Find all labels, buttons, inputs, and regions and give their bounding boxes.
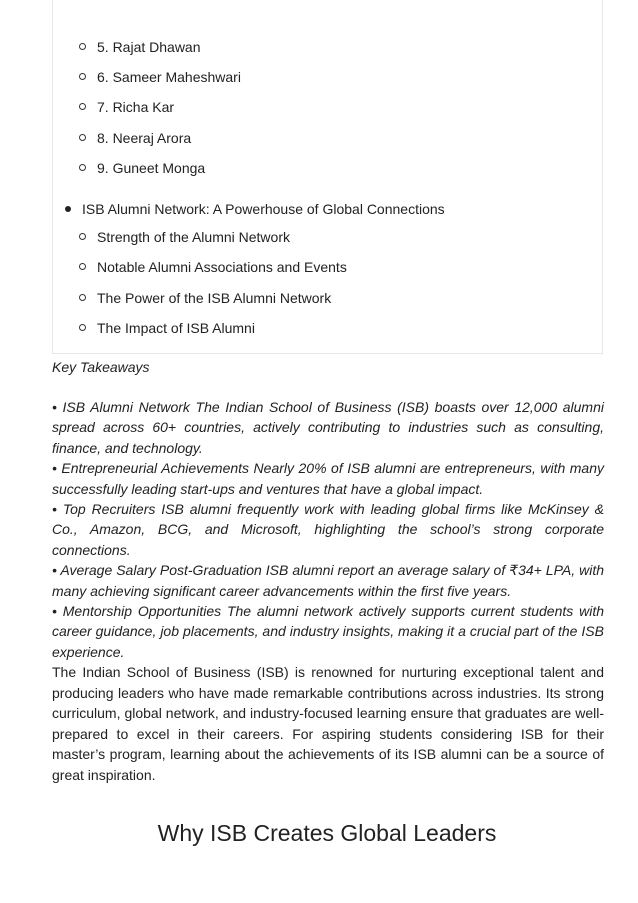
toc-link-impact-alumni[interactable]	[97, 319, 255, 337]
toc-link-label: ISB Alumni Network: A Powerhouse of Global Connections	[82, 201, 445, 217]
hollow-bullet-icon	[79, 164, 86, 171]
toc-link-label: The Impact of ISB Alumni	[97, 320, 255, 336]
toc-link-strength[interactable]	[97, 228, 290, 246]
filled-bullet-icon	[65, 206, 71, 212]
toc-link-label: 8. Neeraj Arora	[97, 130, 192, 146]
hollow-bullet-icon	[79, 324, 86, 331]
toc-link-sameer-maheshwari[interactable]	[97, 68, 241, 86]
toc-link-associations-events[interactable]	[97, 258, 347, 276]
key-takeaways-list	[52, 397, 604, 662]
section-heading: Why ISB Creates Global Leaders	[157, 820, 497, 846]
takeaway-entrepreneurial: • Entrepreneurial Achievements Nearly 20% of ISB alumni are entrepreneurs, with many successfully leading start-ups and ventures that have a global impact.	[52, 460, 604, 497]
toc-link-neeraj-arora[interactable]	[97, 129, 191, 147]
hollow-bullet-icon	[79, 73, 86, 80]
toc-link-label: 5. Rajat Dhawan	[97, 39, 201, 55]
toc-link-guneet-monga[interactable]	[97, 159, 205, 177]
toc-link-label: 7. Richa Kar	[97, 99, 175, 115]
intro-paragraph: The Indian School of Business (ISB) is renowned for nurturing exceptional talent and producing leaders who have made remarkable contributions across industries. Its strong curriculum, global network, and industry-focused learning ensure that graduates are well-prepared to excel in their careers. For aspiring students considering ISB for their master’s program, learning about the achievements of its ISB alumni can be a source of great inspiration.	[52, 664, 604, 783]
toc-link-richa-kar[interactable]	[97, 98, 174, 116]
hollow-bullet-icon	[79, 233, 86, 240]
hollow-bullet-icon	[79, 43, 86, 50]
toc-link-label: 9. Guneet Monga	[97, 160, 206, 176]
hollow-bullet-icon	[79, 103, 86, 110]
toc-link-label: 6. Sameer Maheshwari	[97, 69, 241, 85]
toc-link-power-network[interactable]	[97, 289, 331, 307]
hollow-bullet-icon	[79, 263, 86, 270]
toc-link-label: Notable Alumni Associations and Events	[97, 259, 347, 275]
toc-link-label: Strength of the Alumni Network	[97, 229, 290, 245]
hollow-bullet-icon	[79, 134, 86, 141]
key-takeaways-title: Key Takeaways	[52, 359, 150, 375]
takeaway-top-recruiters: • Top Recruiters ISB alumni frequently work with leading global firms like McKinsey & Co., Amazon, BCG, and Microsoft, highlighting the school’s strong corporate connections.	[52, 501, 604, 558]
hollow-bullet-icon	[79, 294, 86, 301]
toc-link-rajat-dhawan[interactable]	[97, 38, 201, 56]
takeaway-average-salary: • Average Salary Post-Graduation ISB alumni report an average salary of ₹34+ LPA, with many achieving significant career advancements within the first five years.	[52, 562, 604, 599]
toc-link-alumni-network[interactable]	[82, 200, 445, 218]
takeaway-alumni-network: • ISB Alumni Network The Indian School of Business (ISB) boasts over 12,000 alumni spread across 60+ countries, actively contributing to industries such as consulting, finance, and technology.	[52, 399, 604, 456]
takeaway-mentorship: • Mentorship Opportunities The alumni network actively supports current students with career guidance, job placements, and industry insights, making it a crucial part of the ISB experience.	[52, 603, 604, 660]
toc-link-label: The Power of the ISB Alumni Network	[97, 290, 332, 306]
